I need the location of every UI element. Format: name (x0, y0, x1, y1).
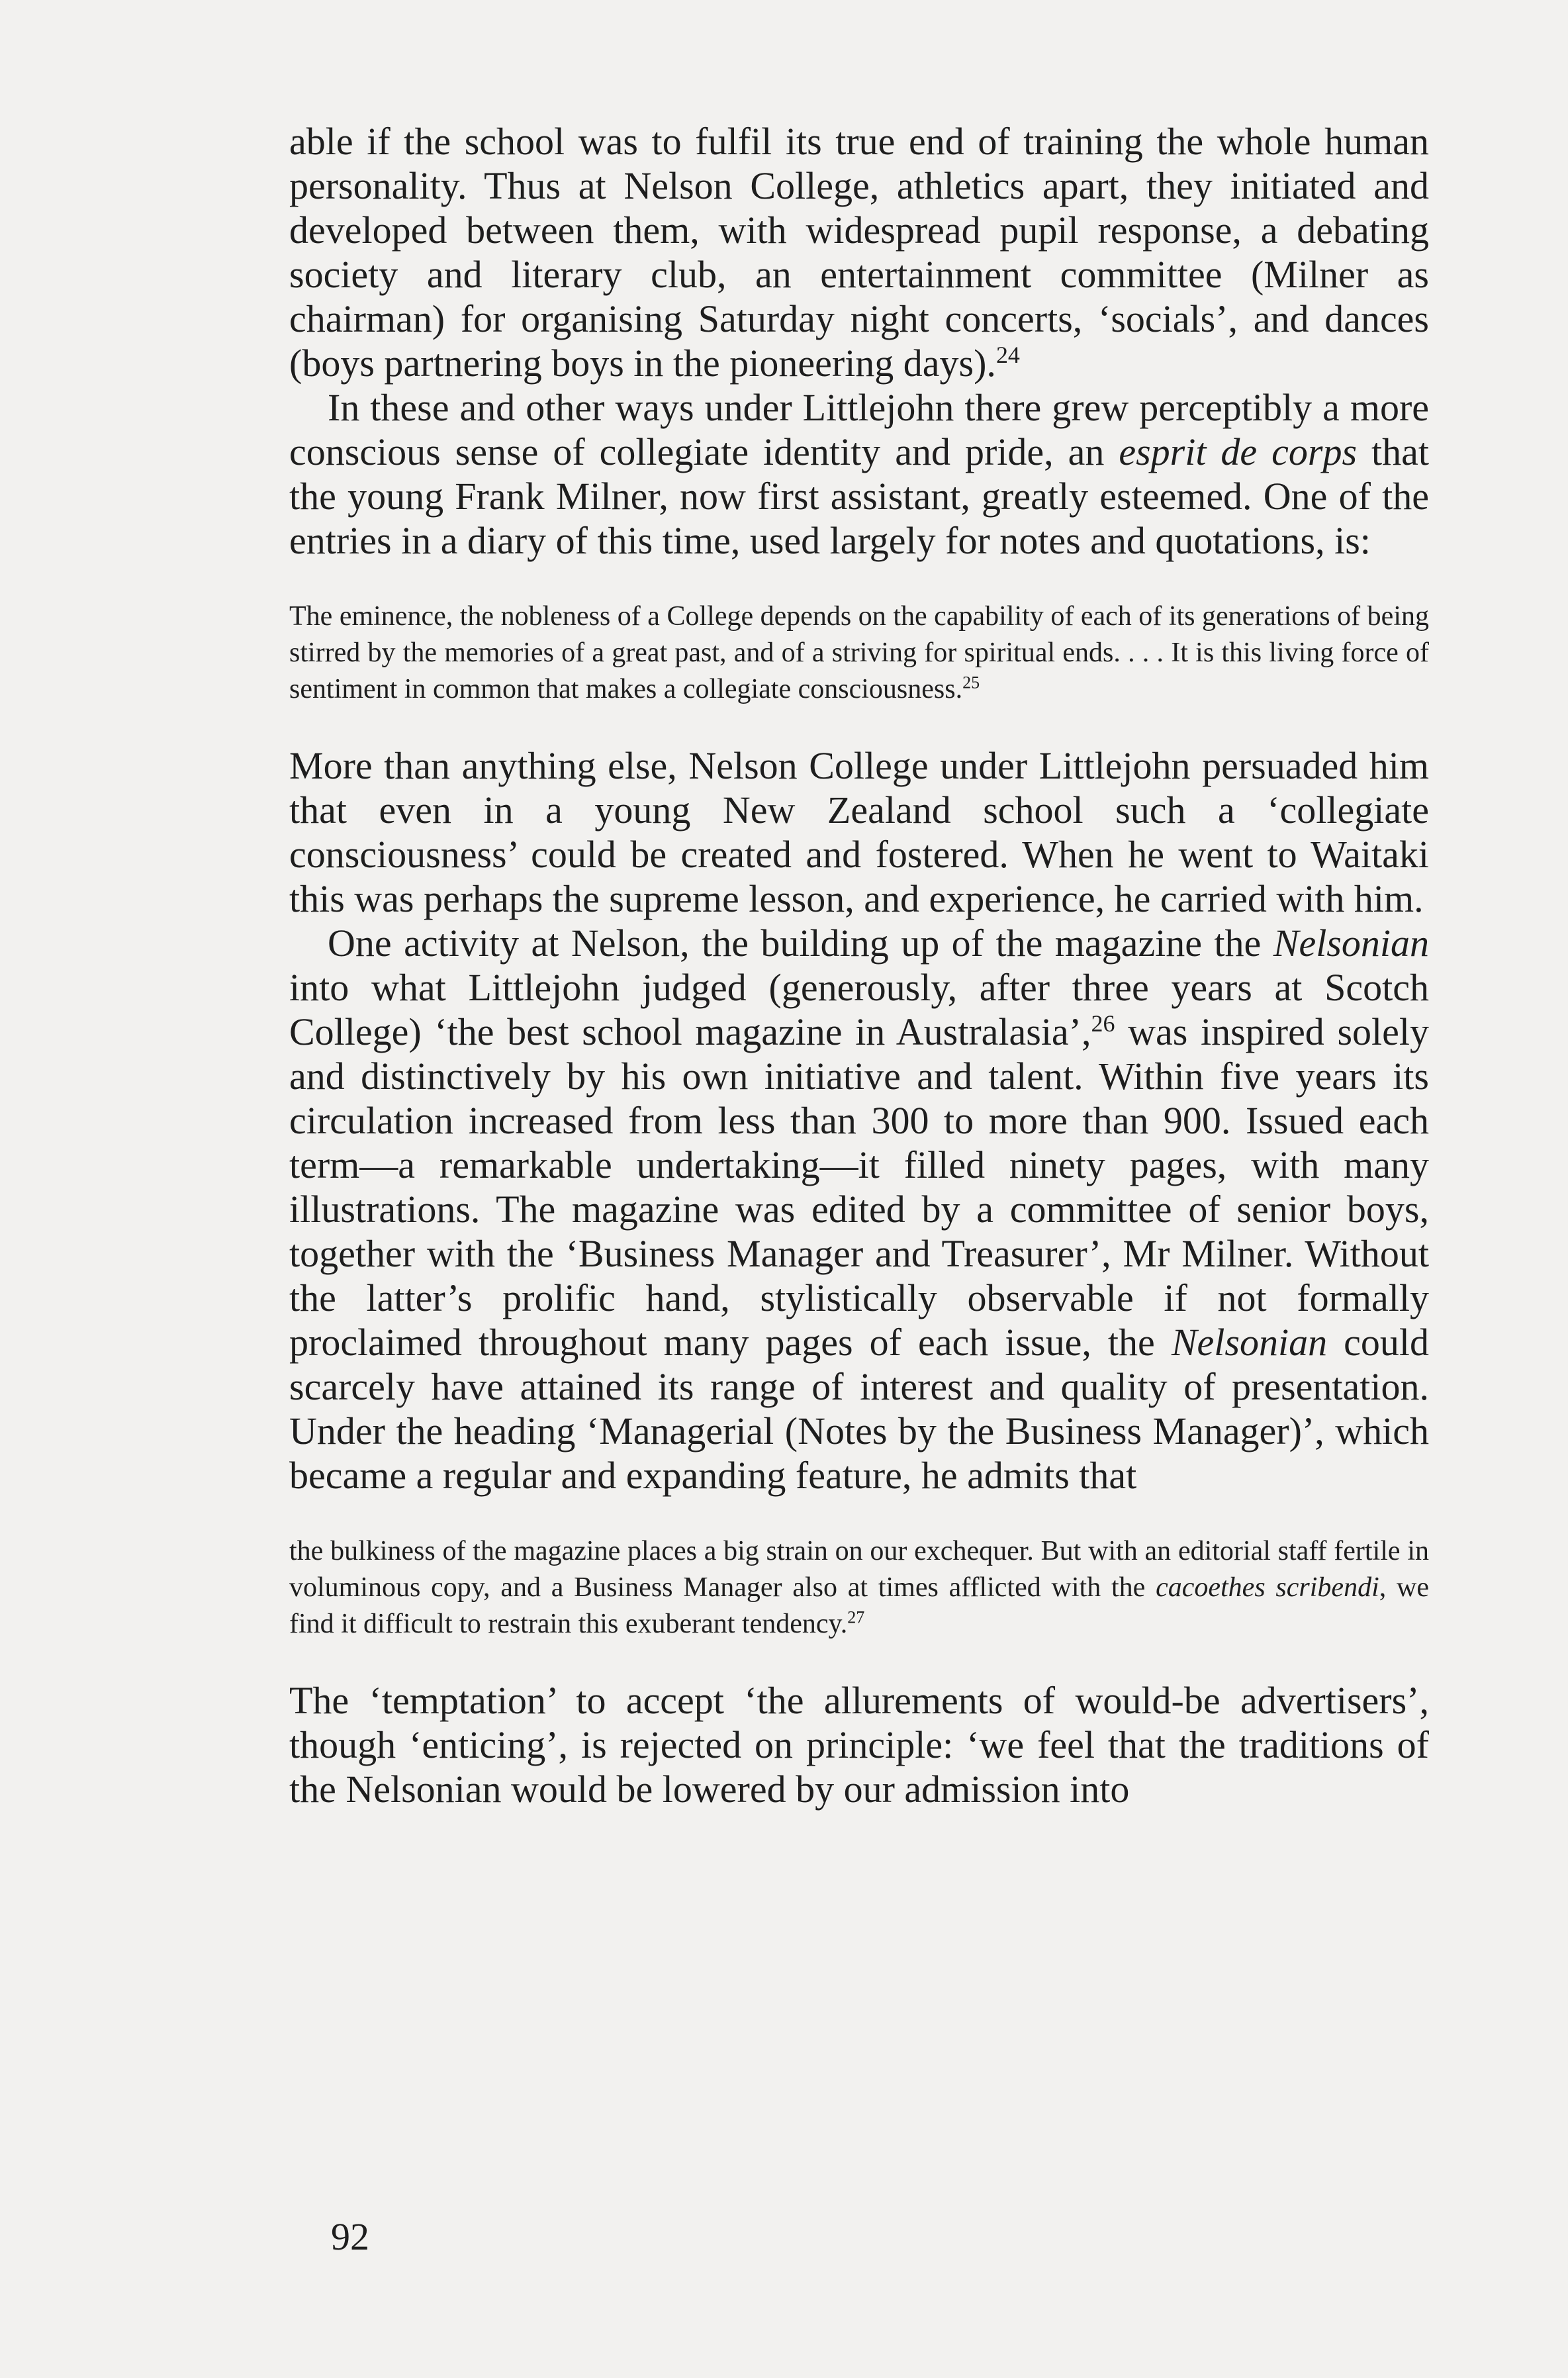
quote-text: the bulkiness of the magazine places a big strain on our exchequer. But with an editorial staff fertile in voluminous copy, and a Business Manager also at times afflicted with the (289, 1536, 1429, 1603)
paragraph-text: able if the school was to fulfil its true end of training the whole human personality. Thus at Nelson College, athletics apart, they initiated and developed between them, with widespread pupil response, a debating society and literary club, an entertainment committee (Milner as chairman) for organising Saturday night concerts, ‘socials’, and dances (boys partnering boys in the pioneering days). (289, 120, 1429, 385)
paragraph-nelsonian-magazine (289, 921, 1429, 1498)
paragraph-advertisers (289, 1678, 1429, 1811)
paragraph-text: In these and other ways under Littlejohn there grew perceptibly a more conscious sense of collegiate identity and pride, an (289, 386, 1429, 473)
italic-phrase: cacoethes scribendi (1156, 1572, 1379, 1603)
page-number: 92 (331, 2215, 369, 2258)
paragraph-text: could scarcely have attained its range of interest and quality of presentation. Under the heading ‘Managerial (Notes by the Business Manager)’, which became a regular and expanding feature, he admits that (289, 1321, 1430, 1497)
paragraph-text: More than anything else, Nelson College under Littlejohn persuaded him that even in a young New Zealand school such a ‘collegiate consciousness’ could be created and fostered. When he went to Waitaki this was perhaps the supreme lesson, and experience, he carried with him. (289, 744, 1429, 920)
paragraph-continued (289, 119, 1429, 385)
quote-text: The eminence, the nobleness of a College depends on the capability of each of its generations of being stirred by the memories of a great past, and of a striving for spiritual ends. . . . It is this living force of sentiment in common that makes a collegiate consciousness. (289, 601, 1429, 704)
paragraph-text: that the young Frank Milner, now first assistant, greatly esteemed. One of the entries in a diary of this time, used largely for notes and quotations, is: (289, 430, 1429, 562)
italic-title: Nelsonian (1273, 922, 1429, 965)
book-page (289, 119, 1429, 1811)
paragraph-text: The ‘temptation’ to accept ‘the allurements of would-be advertisers’, though ‘enticing’, is rejected on principle: ‘we feel that the traditions of the Nelsonian would be lowered by our admission into (289, 1679, 1429, 1811)
footnote-ref-26: 26 (1091, 1010, 1115, 1037)
italic-phrase: esprit de corps (1119, 430, 1358, 473)
paragraph-text: was inspired solely and distinctively by his own initiative and talent. Within five years its circulation increased from less than 300 to more than 900. Issued each term—a remarkable undertaking—it filled ninety pages, with many illustrations. The magazine was edited by a committee of senior boys, together with the ‘Business Manager and Treasurer’, Mr Milner. Without the latter’s prolific hand, stylistically observable if not formally proclaimed throughout many pages of each issue, the (289, 1010, 1430, 1364)
italic-title: Nelsonian (1171, 1321, 1328, 1364)
footnote-ref-24: 24 (995, 342, 1020, 369)
block-quote-managerial (289, 1533, 1429, 1642)
block-quote-diary (289, 598, 1429, 708)
footnote-ref-25: 25 (962, 673, 980, 692)
paragraph-text: One activity at Nelson, the building up of the magazine the (328, 922, 1273, 965)
footnote-ref-27: 27 (847, 1607, 865, 1627)
paragraph-collegiate-consciousness (289, 743, 1429, 921)
paragraph-esprit-de-corps (289, 385, 1429, 563)
quote-text: , we find it difficult to restrain this exuberant tendency. (289, 1572, 1429, 1639)
paragraph-text: into what Littlejohn judged (generously, after three years at Scotch College) ‘the best school magazine in Australasia’, (289, 966, 1429, 1053)
